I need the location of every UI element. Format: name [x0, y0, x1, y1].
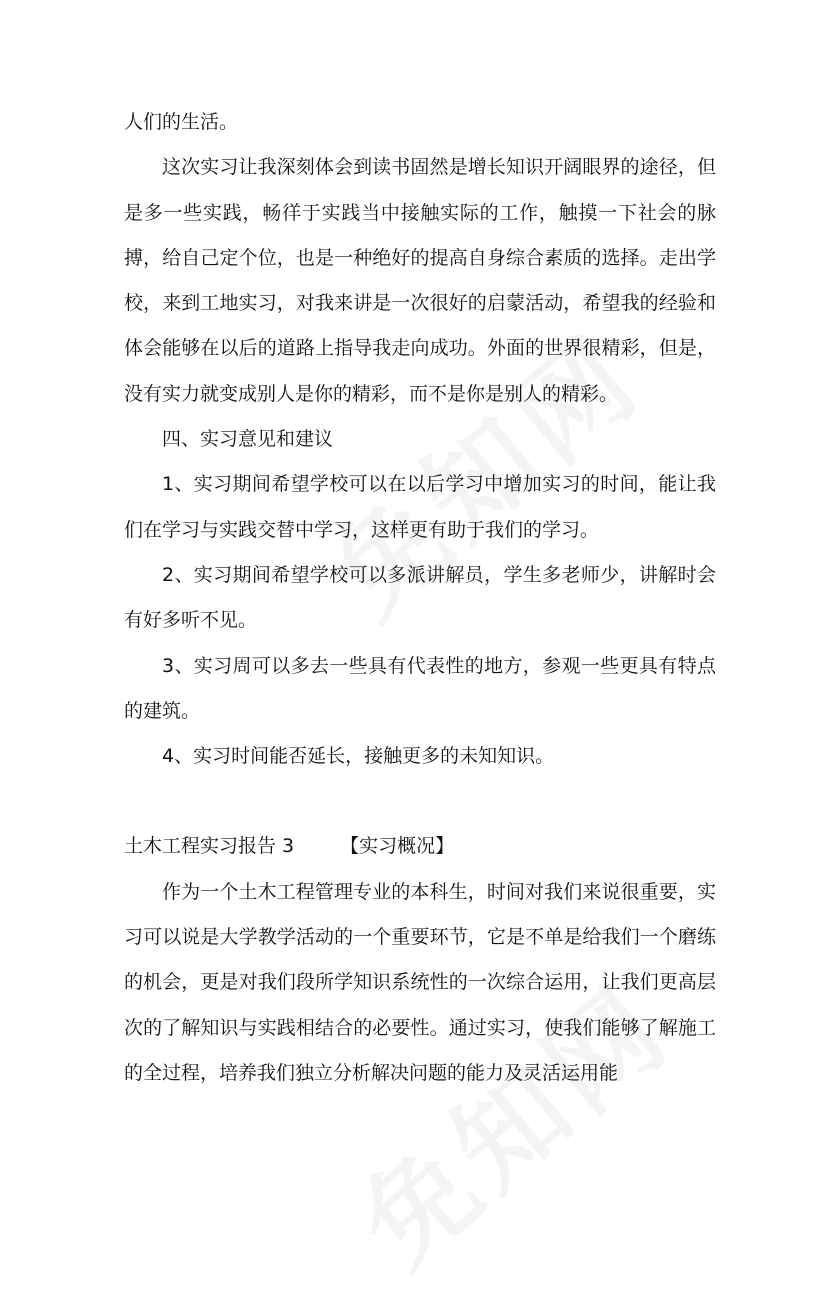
- section-heading: 四、实习意见和建议: [162, 428, 334, 451]
- list-item: 1、实习期间希望学校可以在以后学习中增加实习的时间，能让我们在学习与实践交替中学习，这样更有助于我们的学习。: [124, 473, 716, 541]
- list-item: 2、实习期间希望学校可以多派讲解员，学生多老师少，讲解时会有好多听不见。: [124, 563, 716, 632]
- paragraph: 作为一个土木工程管理专业的本科生，时间对我们来说很重要，实习可以说是大学教学活动的一个重要环节，它是不单是给我们一个磨练的机会，更是对我们段所学知识系统性的一次综合运用，让我们更高层次的了解知识与实践相结合的必要性。通过实习，使我们能够了解施工的全过程，培养我们独立分析解决问题的能力及灵活运用能: [124, 880, 716, 1084]
- paragraph: 人们的生活。: [124, 111, 239, 133]
- paragraph: 这次实习让我深刻体会到读书固然是增长知识开阔眼界的途径，但是多一些实践，畅徉于实践当中接触实际的工作，触摸一下社会的脉搏，给自己定个位，也是一种绝好的提高自身综合素质的选择。走出学校，来到工地实习，对我来讲是一次很好的启蒙活动，希望我的经验和体会能够在以后的道路上指导我走向成功。外面的世界很精彩，但是，没有实力就变成别人是你的精彩，而不是你是别人的精彩。: [124, 156, 716, 405]
- list-item: 3、实习周可以多去一些具有代表性的地方，参观一些更具有特点的建筑。: [124, 654, 716, 722]
- section-tag: 【实习概况】: [340, 835, 455, 858]
- report-title: 土木工程实习报告 3: [124, 835, 295, 858]
- report-title-line: [124, 824, 716, 869]
- document-body: [124, 100, 716, 1096]
- spacer: [124, 779, 716, 824]
- list-item: 4、实习时间能否延长，接触更多的未知知识。: [162, 745, 555, 768]
